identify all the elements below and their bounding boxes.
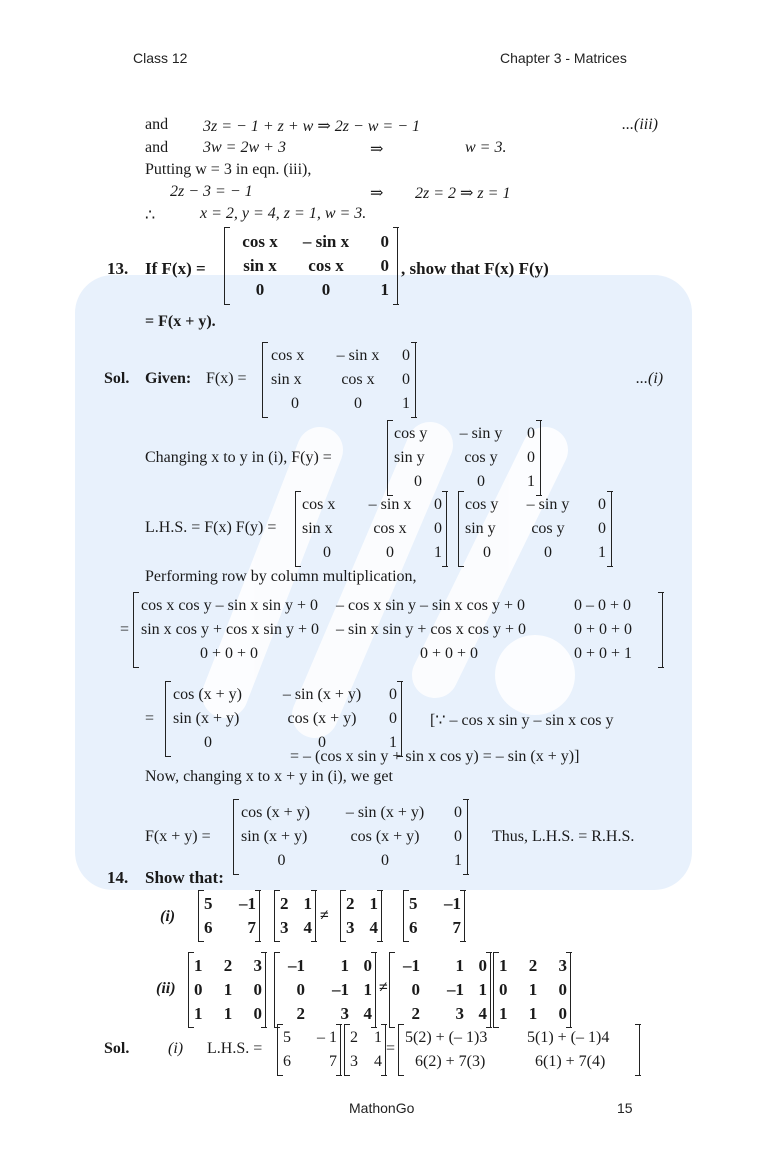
matrix-cell: 1 [223,980,233,999]
matrix-cell: –1 [239,894,256,913]
not-equal-sign: ≠ [320,907,329,924]
matrix-cell: 0 [389,710,397,727]
matrix-cell: sin (x + y) [241,828,308,845]
prev-line-3: Putting w = 3 in eqn. (iii), [145,161,312,178]
footer-brand: MathonGo [349,1100,415,1116]
matrix-cell: 1 [194,1004,203,1023]
matrix-f-of-y-lhs [458,492,612,566]
matrix-cell: –1 [403,956,420,975]
matrix-cell: 7 [247,918,256,937]
matrix-cell: 4 [478,1004,487,1023]
matrix-14ii-b [274,953,376,1027]
matrix-cell: 0 [483,544,491,561]
matrix-cell: – cos x sin y – sin x cos y + 0 [336,597,526,614]
matrix-cell: 4 [363,1004,372,1023]
equals-sign: = [120,621,130,638]
matrix-cell: 0 [402,347,410,364]
matrix-cell: 5(1) + (– 1)4 [527,1029,610,1046]
question-13-suffix: , show that F(x) F(y) [401,259,549,278]
matrix-14ii-c [389,953,491,1027]
matrix-cell: 1 [374,1029,382,1046]
matrix-cell: 1 [303,894,312,913]
matrix-cell: 0 [598,520,606,537]
page-number: 15 [617,1100,633,1116]
equation-tag-iii: ...(iii) [622,116,658,133]
matrix-cell: cos x [308,256,344,275]
matrix-cell: 0 [527,449,535,466]
matrix-cell: 0 [414,473,422,490]
matrix-cell: 1 [499,956,508,975]
implies-arrow: ⇒ [370,185,384,202]
matrix-14i-a [198,891,260,941]
matrix-cell: 3 [346,918,355,937]
matrix-cell: cos y [531,520,565,537]
matrix-cell: 0 [253,980,262,999]
matrix-cell: 0 [544,544,552,561]
matrix-cell: 0 [454,804,462,821]
matrix-cell: 0 [527,425,535,442]
matrix-cell: 0 [318,734,326,751]
equals-sign: = [145,710,155,727]
matrix-cell: 1 [455,956,464,975]
line-lead: and [145,139,169,156]
solution-part-i: (i) [168,1040,184,1057]
matrix-cell: 2 [346,894,355,913]
matrix-cell: 1 [527,473,535,490]
matrix-14ii-a [188,953,266,1027]
matrix-cell: 0 [478,956,487,975]
matrix-cell: cos (x + y) [173,686,243,703]
matrix-cell: – sin x [302,232,350,251]
matrix-cell: 0 + 0 + 0 [199,645,259,662]
matrix-cell: cos y [394,425,428,442]
matrix-cell: 0 [434,496,442,513]
matrix-cell: 1 [369,894,378,913]
matrix-cell: 1 [340,956,349,975]
therefore-symbol: ∴ [145,207,156,224]
not-equal-sign: ≠ [379,979,388,996]
matrix-cell: 4 [374,1053,382,1070]
equation: 3w = 2w + 3 [203,139,286,156]
matrix-cell: 5(2) + (– 1)3 [405,1029,488,1046]
matrix-cell: 0 [363,956,372,975]
matrix-cell: cos x [302,496,336,513]
matrix-cell: 0 [321,280,331,299]
matrix-cell: 0 + 0 + 0 [574,621,633,638]
matrix-f-of-y [387,421,541,495]
matrix-cell: 2 [296,1004,305,1023]
matrix-cell: sin y [465,520,496,537]
matrix-f-of-x-question [224,228,398,304]
matrix-cell: 4 [369,918,378,937]
prev-line-5 [145,205,367,225]
matrix-cell: 1 [434,544,442,561]
equation-result: w = 3. [465,139,507,156]
equation-tag-i: ...(i) [636,370,664,387]
matrix-cell: 1 [454,852,462,869]
matrix-cell: 0 [454,828,462,845]
matrix-cell: – 1 [317,1029,337,1046]
matrix-cell: 0 – 0 + 0 [574,597,632,614]
implies-arrow: ⇒ [370,141,384,158]
matrix-cell: 0 [354,395,362,412]
matrix-cell: 1 [194,956,203,975]
matrix-cell: – sin x [336,347,380,364]
matrix-cell: 0 [204,734,212,751]
matrix-14-sol-a [277,1025,341,1075]
matrix-cell: 0 [380,256,389,275]
matrix-cell: 6 [283,1053,291,1070]
line-lead: and [145,116,169,133]
matrix-cell: cos x [341,371,375,388]
matrix-cell: – sin x [368,496,412,513]
matrix-cell: 1 [499,1004,508,1023]
matrix-cell: 2 [411,1004,420,1023]
matrix-cell: 5 [409,894,418,913]
matrix-cell: 2 [350,1029,358,1046]
matrix-cell: cos x [242,232,278,251]
solution-lhs-text: L.H.S. = [207,1040,263,1057]
matrix-cell: 0 + 0 + 0 [419,645,479,662]
matrix-14ii-d [493,953,571,1027]
matrix-cell: 0 [434,520,442,537]
matrix-cell: cos y [465,496,499,513]
prev-line-2 [145,139,507,158]
matrix-cell: cos y [464,449,498,466]
matrix-cell: 3 [455,1004,464,1023]
matrix-cell: 0 [389,686,397,703]
matrix-cell: – sin y [459,425,503,442]
part-i-label: (i) [160,908,176,925]
matrix-cell: 0 [291,395,299,412]
matrix-cell: 1 [380,280,389,299]
matrix-cell: 3 [280,918,289,937]
lhs-text: L.H.S. = F(x) F(y) = [145,519,277,536]
matrix-f-of-x-given [262,343,416,417]
now-changing-text: Now, changing x to x + y in (i), we get [145,768,393,785]
matrix-14-sol-result [398,1025,640,1075]
matrix-cell: sin x cos y + cos x sin y + 0 [141,621,320,638]
matrix-product-expanded [133,593,663,667]
question-14-title: Show that: [145,868,224,887]
matrix-result-x-plus-y [165,682,402,756]
matrix-cell: 6(1) + 7(4) [535,1053,606,1070]
matrix-cell: 6 [204,918,213,937]
because-note-line-2: = – (cos x sin y + sin x cos y) = – sin (x + y)] [290,748,580,765]
matrix-cell: 3 [253,956,262,975]
matrix-cell: cos x cos y – sin x sin y + 0 [141,597,319,614]
matrix-cell: cos (x + y) [350,828,420,845]
matrix-cell: 0 [194,980,203,999]
prev-line-4 [170,183,511,202]
matrix-cell: 1 [363,980,372,999]
matrix-cell: cos x [373,520,407,537]
matrix-cell: 1 [528,980,538,999]
question-13-continuation: = F(x + y). [145,313,216,330]
changing-x-to-y-text: Changing x to y in (i), F(y) = [145,449,332,466]
matrix-cell: 0 [598,496,606,513]
matrix-cell: – sin y [526,496,570,513]
given-label: Given: [145,370,192,387]
matrix-cell: 4 [303,918,312,937]
solution-label-14: Sol. [104,1040,130,1057]
matrix-cell: 0 [386,544,394,561]
matrix-cell: –1 [332,980,349,999]
matrix-cell: – sin (x + y) [282,686,362,703]
matrix-cell: – sin (x + y) [345,804,425,821]
given-expression: F(x) = [206,370,247,387]
matrix-cell: sin x [302,520,333,537]
matrix-cell: 6 [409,918,418,937]
matrix-cell: 3 [558,956,567,975]
matrix-cell: 5 [283,1029,291,1046]
matrix-cell: 0 [323,544,331,561]
equation-left: 2z − 3 = − 1 [170,183,253,200]
matrix-cell: 0 [402,371,410,388]
matrix-f-of-x-plus-y [233,800,468,874]
question-number-14: 14. [107,868,129,887]
matrix-cell: 1 [223,1004,233,1023]
matrix-cell: 6(2) + 7(3) [415,1053,486,1070]
prev-line-1 [145,116,421,135]
equals-sign: = [386,1040,396,1057]
matrix-cell: sin (x + y) [173,710,240,727]
matrix-cell: 0 [558,980,567,999]
header-chapter: Chapter 3 - Matrices [500,50,627,66]
matrix-cell: 0 [381,852,389,869]
part-ii-label: (ii) [156,980,176,997]
matrix-cell: 2 [223,956,233,975]
matrix-cell: 0 [558,1004,567,1023]
matrix-cell: 2 [528,956,538,975]
matrix-cell: 0 + 0 + 1 [574,645,633,662]
final-values: x = 2, y = 4, z = 1, w = 3. [200,205,367,222]
matrix-cell: –1 [288,956,305,975]
matrix-cell: 2 [280,894,289,913]
matrix-cell: 0 [253,1004,262,1023]
matrix-cell: – sin x sin y + cos x cos y + 0 [336,621,527,638]
matrix-cell: 7 [452,918,461,937]
matrix-cell: sin y [394,449,425,466]
matrix-cell: 1 [389,734,397,751]
matrix-14i-c [340,891,382,941]
question-13-prefix: If F(x) = [145,259,206,278]
matrix-cell: cos (x + y) [287,710,357,727]
matrix-cell: cos (x + y) [241,804,311,821]
matrix-cell: 0 [477,473,485,490]
header-class: Class 12 [133,50,188,66]
matrix-cell: 1 [402,395,410,412]
question-number-13: 13. [107,259,129,278]
matrix-14i-d [403,891,465,941]
matrix-cell: 0 [277,852,286,869]
matrix-cell: 1 [528,1004,538,1023]
matrix-cell: sin x [243,256,277,275]
matrix-cell: 1 [598,544,606,561]
matrix-cell: 3 [340,1004,349,1023]
matrix-cell: 0 [499,980,508,999]
matrix-cell: 7 [329,1053,337,1070]
matrix-cell: 5 [204,894,213,913]
matrix-cell: –1 [447,980,464,999]
matrix-14i-b [274,891,316,941]
equation-right: 2z = 2 ⇒ z = 1 [415,185,511,202]
performing-text: Performing row by column multiplication, [145,568,417,585]
f-of-x-plus-y-text: F(x + y) = [145,828,211,845]
because-note-line-1: [∵ – cos x sin y – sin x cos y [430,712,614,729]
matrix-14-sol-b [344,1025,386,1075]
matrix-cell: 3 [350,1053,358,1070]
matrix-cell: 0 [296,980,305,999]
matrix-cell: –1 [444,894,461,913]
solution-label: Sol. [104,370,130,387]
conclusion-text: Thus, L.H.S. = R.H.S. [492,828,635,845]
matrix-cell: 0 [255,280,265,299]
matrix-cell: 0 [380,232,389,251]
matrix-cell: 0 [411,980,420,999]
matrix-cell: 1 [478,980,487,999]
matrix-f-of-x-lhs [295,492,447,566]
matrix-cell: cos x [271,347,305,364]
equation: 3z = − 1 + z + w ⇒ 2z − w = − 1 [203,118,421,135]
matrix-cell: sin x [271,371,302,388]
